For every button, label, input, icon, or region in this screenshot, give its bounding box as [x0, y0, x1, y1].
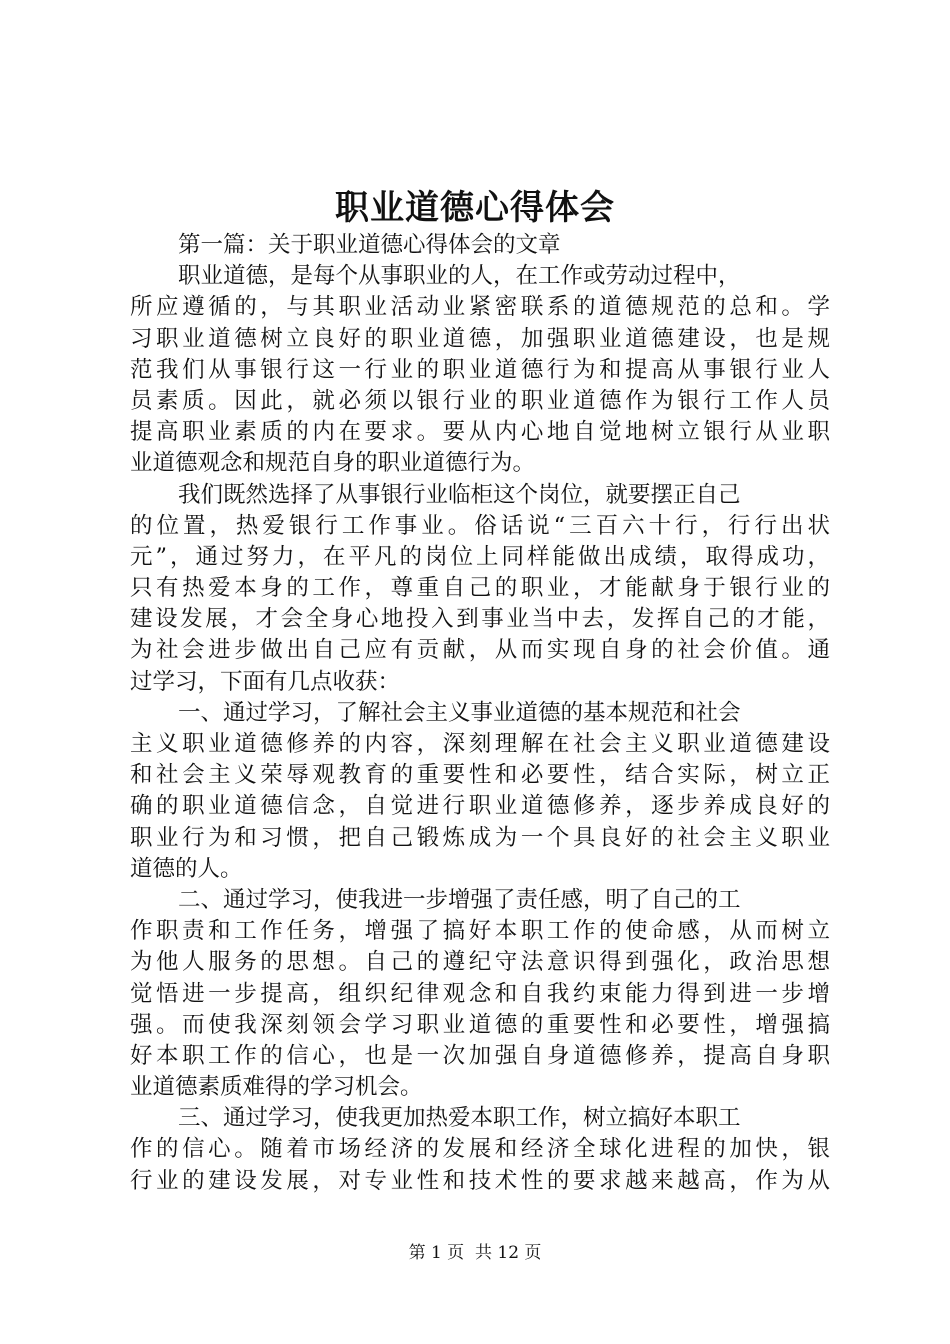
paragraph-line: 二、通过学习，使我进一步增强了责任感，明了自己的工: [178, 886, 741, 913]
paragraph-line: 元”，通过努力，在平凡的岗位上同样能做出成绩，取得成功，: [130, 543, 830, 570]
paragraph-line: 作的信心。随着市场经济的发展和经济全球化进程的加快，银: [130, 1136, 830, 1163]
paragraph-line: 业道德素质难得的学习机会。: [130, 1074, 423, 1101]
paragraph-line: 的位置，热爱银行工作事业。俗话说“三百六十行，行行出状: [130, 512, 830, 539]
section-heading: 第一篇：关于职业道德心得体会的文章: [178, 232, 561, 258]
paragraph-line: 过学习，下面有几点收获：: [130, 668, 401, 695]
paragraph-line: 业道德观念和规范自身的职业道德行为。: [130, 450, 536, 477]
paragraph-line: 为他人服务的思想。自己的遵纪守法意识得到强化，政治思想: [130, 949, 830, 976]
paragraph-line: 我们既然选择了从事银行业临柜这个岗位，就要摆正自己: [178, 481, 741, 508]
paragraph-line: 行业的建设发展，对专业性和技术性的要求越来越高，作为从: [130, 1167, 830, 1194]
paragraph-line: 只有热爱本身的工作，尊重自己的职业，才能献身于银行业的: [130, 575, 830, 602]
paragraph-line: 职业行为和习惯，把自己锻炼成为一个具良好的社会主义职业: [130, 824, 830, 851]
paragraph-line: 觉悟进一步提高，组织纪律观念和自我约束能力得到进一步增: [130, 980, 830, 1007]
paragraph-line: 一、通过学习，了解社会主义事业道德的基本规范和社会: [178, 699, 741, 726]
paragraph-line: 强。而使我深刻领会学习职业道德的重要性和必要性，增强搞: [130, 1011, 830, 1038]
paragraph-line: 和社会主义荣辱观教育的重要性和必要性，结合实际，树立正: [130, 762, 830, 789]
document-title: 职业道德心得体会: [335, 188, 615, 228]
paragraph-line: 职业道德，是每个从事职业的人，在工作或劳动过程中，: [178, 263, 741, 290]
paragraph-line: 所应遵循的，与其职业活动业紧密联系的道德规范的总和。学: [130, 294, 830, 321]
paragraph-line: 三、通过学习，使我更加热爱本职工作，树立搞好本职工: [178, 1105, 741, 1132]
page-footer: 第 1 页 共 12 页: [408, 1243, 542, 1263]
paragraph-line: 主义职业道德修养的内容，深刻理解在社会主义职业道德建设: [130, 731, 830, 757]
paragraph-line: 习职业道德树立良好的职业道德，加强职业道德建设，也是规: [130, 325, 830, 352]
document-body: [130, 230, 830, 1197]
paragraph-line: 提高职业素质的内在要求。要从内心地自觉地树立银行从业职: [130, 419, 830, 446]
paragraph-line: 好本职工作的信心，也是一次加强自身道德修养，提高自身职: [130, 1042, 830, 1069]
paragraph-line: 员素质。因此，就必须以银行业的职业道德作为银行工作人员: [130, 387, 830, 414]
paragraph-line: 道德的人。: [130, 855, 243, 882]
paragraph-line: 建设发展，才会全身心地投入到事业当中去，发挥自己的才能，: [130, 606, 830, 633]
paragraph-line: 作职责和工作任务，增强了搞好本职工作的使命感，从而树立: [130, 918, 830, 945]
paragraph-line: 确的职业道德信念，自觉进行职业道德修养，逐步养成良好的: [130, 793, 830, 820]
paragraph-line: 为社会进步做出自己应有贡献，从而实现自身的社会价值。通: [130, 637, 830, 664]
paragraph-line: 范我们从事银行这一行业的职业道德行为和提高从事银行业人: [130, 356, 830, 383]
